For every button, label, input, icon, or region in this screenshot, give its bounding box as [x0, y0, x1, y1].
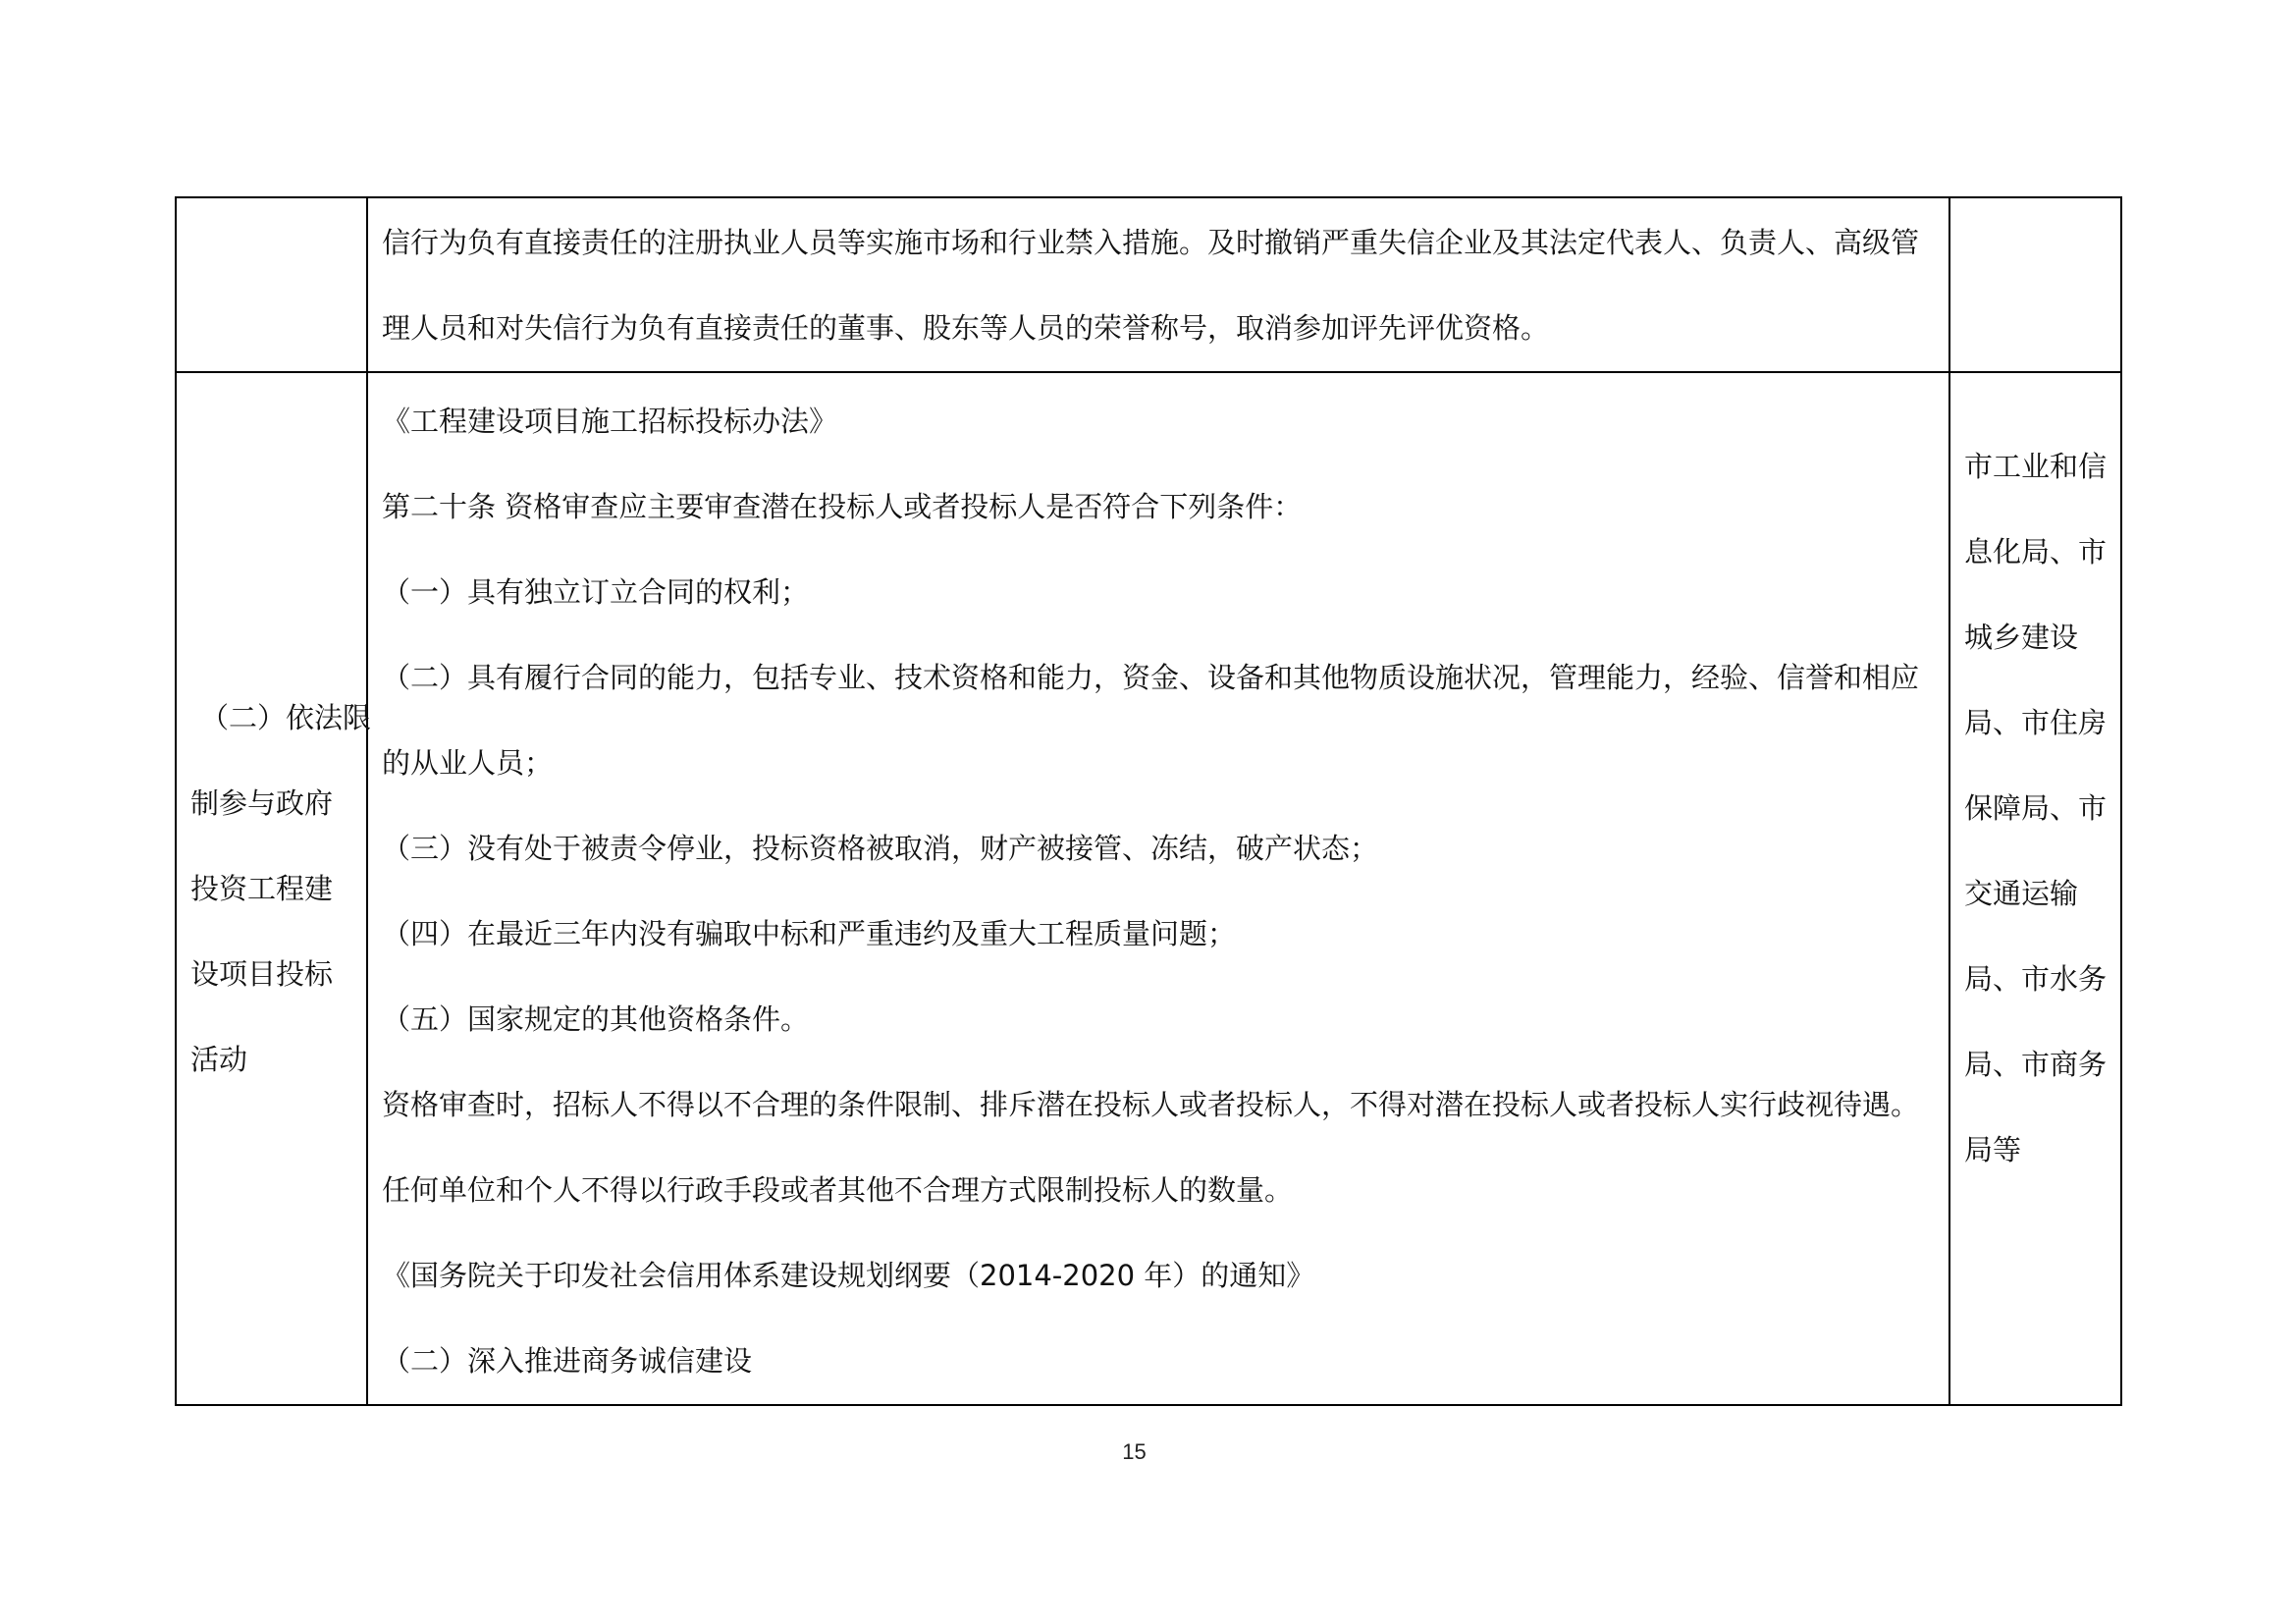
- category-line: 设项目投标: [190, 956, 334, 991]
- row1-category-cell: [176, 197, 367, 372]
- content-line: （一）具有独立订立合同的权利；: [382, 575, 810, 609]
- category-line: 制参与政府: [190, 785, 334, 820]
- row1-content-cell: [367, 197, 1949, 372]
- page-number: 15: [1122, 1439, 1147, 1464]
- category-line: （二）依法限: [200, 700, 372, 734]
- content-line: 理人员和对失信行为负有直接责任的董事、股东等人员的荣誉称号，取消参加评先评优资格。: [382, 311, 1550, 345]
- department-line: 局、市商务: [1964, 1048, 2108, 1081]
- content-line: 《工程建设项目施工招标投标办法》: [382, 405, 838, 438]
- content-line: 的从业人员；: [382, 746, 554, 780]
- department-line: 保障局、市: [1964, 791, 2108, 825]
- content-line: （二）深入推进商务诚信建设: [382, 1344, 753, 1378]
- category-line: 活动: [190, 1042, 248, 1076]
- row1-content-text: [368, 198, 1949, 371]
- row2-content-text: [368, 373, 1949, 1404]
- row2-department-text: [1950, 373, 2120, 1193]
- department-line: 局等: [1964, 1133, 2022, 1166]
- table-row: [176, 372, 2121, 1405]
- row2-category-cell: [176, 372, 372, 1405]
- category-line: 投资工程建: [190, 871, 334, 905]
- content-line: 信行为负有直接责任的注册执业人员等实施市场和行业禁入措施。及时撤销严重失信企业及其法定代表人、负责人、高级管: [382, 226, 1920, 259]
- department-line: 城乡建设: [1964, 621, 2079, 654]
- row2-content-cell: [367, 372, 1949, 1405]
- content-line: （四）在最近三年内没有骗取中标和严重违约及重大工程质量问题；: [382, 917, 1237, 950]
- content-line: （三）没有处于被责令停业，投标资格被取消，财产被接管、冻结，破产状态；: [382, 832, 1379, 865]
- content-line: 任何单位和个人不得以行政手段或者其他不合理方式限制投标人的数量。: [382, 1173, 1294, 1207]
- content-line: 《国务院关于印发社会信用体系建设规划纲要（2014-2020 年）的通知》: [382, 1259, 1315, 1292]
- department-line: 局、市住房: [1964, 706, 2108, 739]
- department-line: 息化局、市: [1964, 535, 2108, 568]
- row2-department-cell: [1949, 372, 2121, 1405]
- row1-department-cell: [1949, 197, 2121, 372]
- row2-category-text: [177, 373, 372, 1404]
- department-line: 市工业和信: [1964, 450, 2108, 483]
- content-line: 资格审查时，招标人不得以不合理的条件限制、排斥潜在投标人或者投标人，不得对潜在投标人或者投标人实行歧视待遇。: [382, 1088, 1920, 1121]
- department-line: 交通运输: [1964, 877, 2079, 910]
- content-line: （五）国家规定的其他资格条件。: [382, 1002, 810, 1036]
- table-row: [176, 197, 2121, 372]
- department-line: 局、市水务: [1964, 962, 2108, 996]
- content-line: （二）具有履行合同的能力，包括专业、技术资格和能力，资金、设备和其他物质设施状况，管理能力，经验、信誉和相应: [382, 661, 1920, 694]
- content-line: 第二十条 资格审查应主要审查潜在投标人或者投标人是否符合下列条件：: [382, 490, 1303, 523]
- document-table: [175, 196, 2122, 1406]
